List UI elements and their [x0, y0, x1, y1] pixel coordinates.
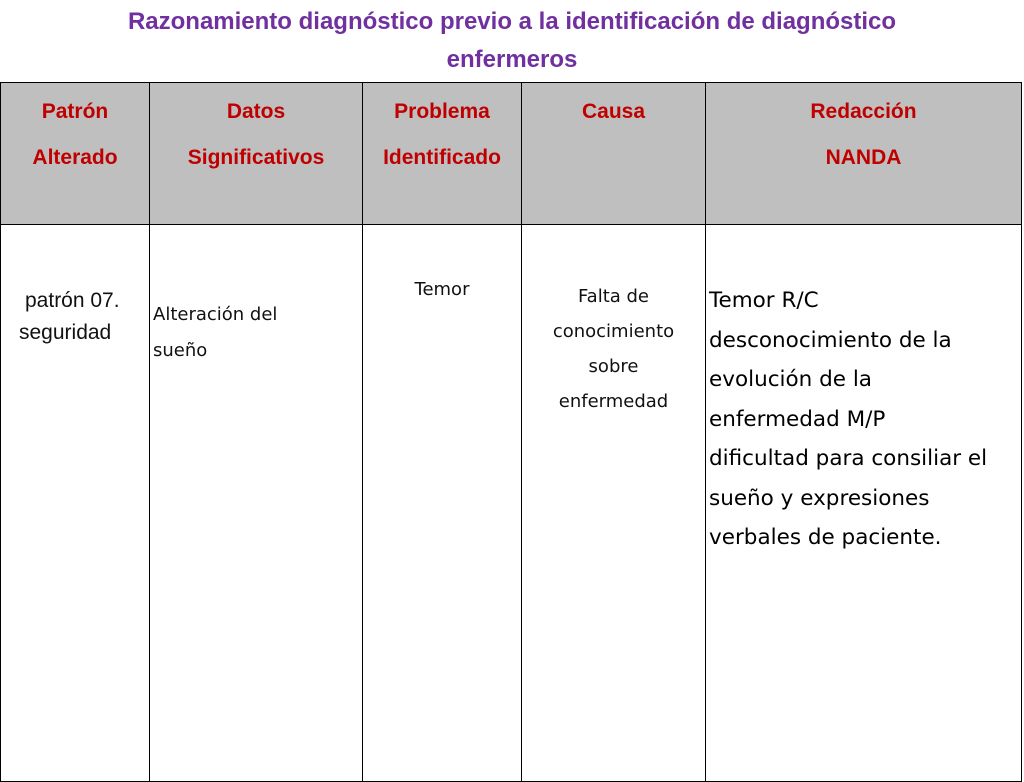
title-line-2: enfermeros — [446, 46, 578, 73]
header-problema-identificado — [363, 83, 522, 225]
datos-line-1: Alteración del — [153, 304, 278, 325]
causa-text — [522, 279, 705, 419]
problema-text: Temor — [414, 279, 470, 300]
nanda-text — [709, 281, 1017, 558]
table — [0, 82, 1022, 782]
patron-line-2: seguridad — [19, 321, 112, 344]
cell-patron — [1, 225, 150, 782]
header-text: Datos — [226, 100, 286, 123]
patron-line-1: patrón 07. — [25, 289, 120, 312]
table-header-row — [1, 83, 1022, 225]
header-text: NANDA — [825, 146, 902, 169]
table-row — [1, 225, 1022, 782]
header-text: Identificado — [383, 146, 501, 169]
nanda-line: sueño y expresiones — [709, 485, 930, 511]
cell-datos — [150, 225, 363, 782]
causa-line: enfermedad — [558, 391, 669, 412]
header-text: Patrón — [41, 100, 109, 123]
nanda-line: Temor R/C — [709, 288, 819, 313]
causa-line: Falta de — [577, 286, 650, 307]
header-text: Significativos — [187, 146, 325, 169]
title-line-1: Razonamiento diagnóstico previo a la identificación de diagnóstico — [127, 8, 897, 35]
header-causa — [522, 83, 706, 225]
header-redaccion-nanda — [706, 83, 1022, 225]
header-text: Causa — [581, 100, 646, 123]
diagnosis-table — [0, 82, 1024, 782]
patron-text — [19, 285, 120, 349]
causa-line: sobre — [588, 356, 639, 377]
datos-line-2: sueño — [153, 340, 208, 361]
datos-text — [153, 297, 277, 369]
header-text: Problema — [394, 100, 490, 123]
header-patron-alterado — [1, 83, 150, 225]
slide-title — [0, 0, 1024, 82]
cell-causa — [522, 225, 706, 782]
header-text: Redacción — [810, 100, 917, 123]
nanda-line: dificultad para consiliar el — [709, 446, 988, 471]
nanda-line: verbales de paciente. — [709, 525, 942, 550]
nanda-line: evolución de la — [709, 367, 872, 392]
cell-problema — [363, 225, 522, 782]
page-title — [32, 3, 992, 79]
header-text: Alterado — [32, 146, 118, 169]
causa-line: conocimiento — [552, 321, 675, 342]
header-datos-significativos — [150, 83, 363, 225]
cell-nanda — [706, 225, 1022, 782]
nanda-line: desconocimiento de la — [709, 327, 952, 353]
nanda-line: enfermedad M/P — [709, 406, 886, 432]
